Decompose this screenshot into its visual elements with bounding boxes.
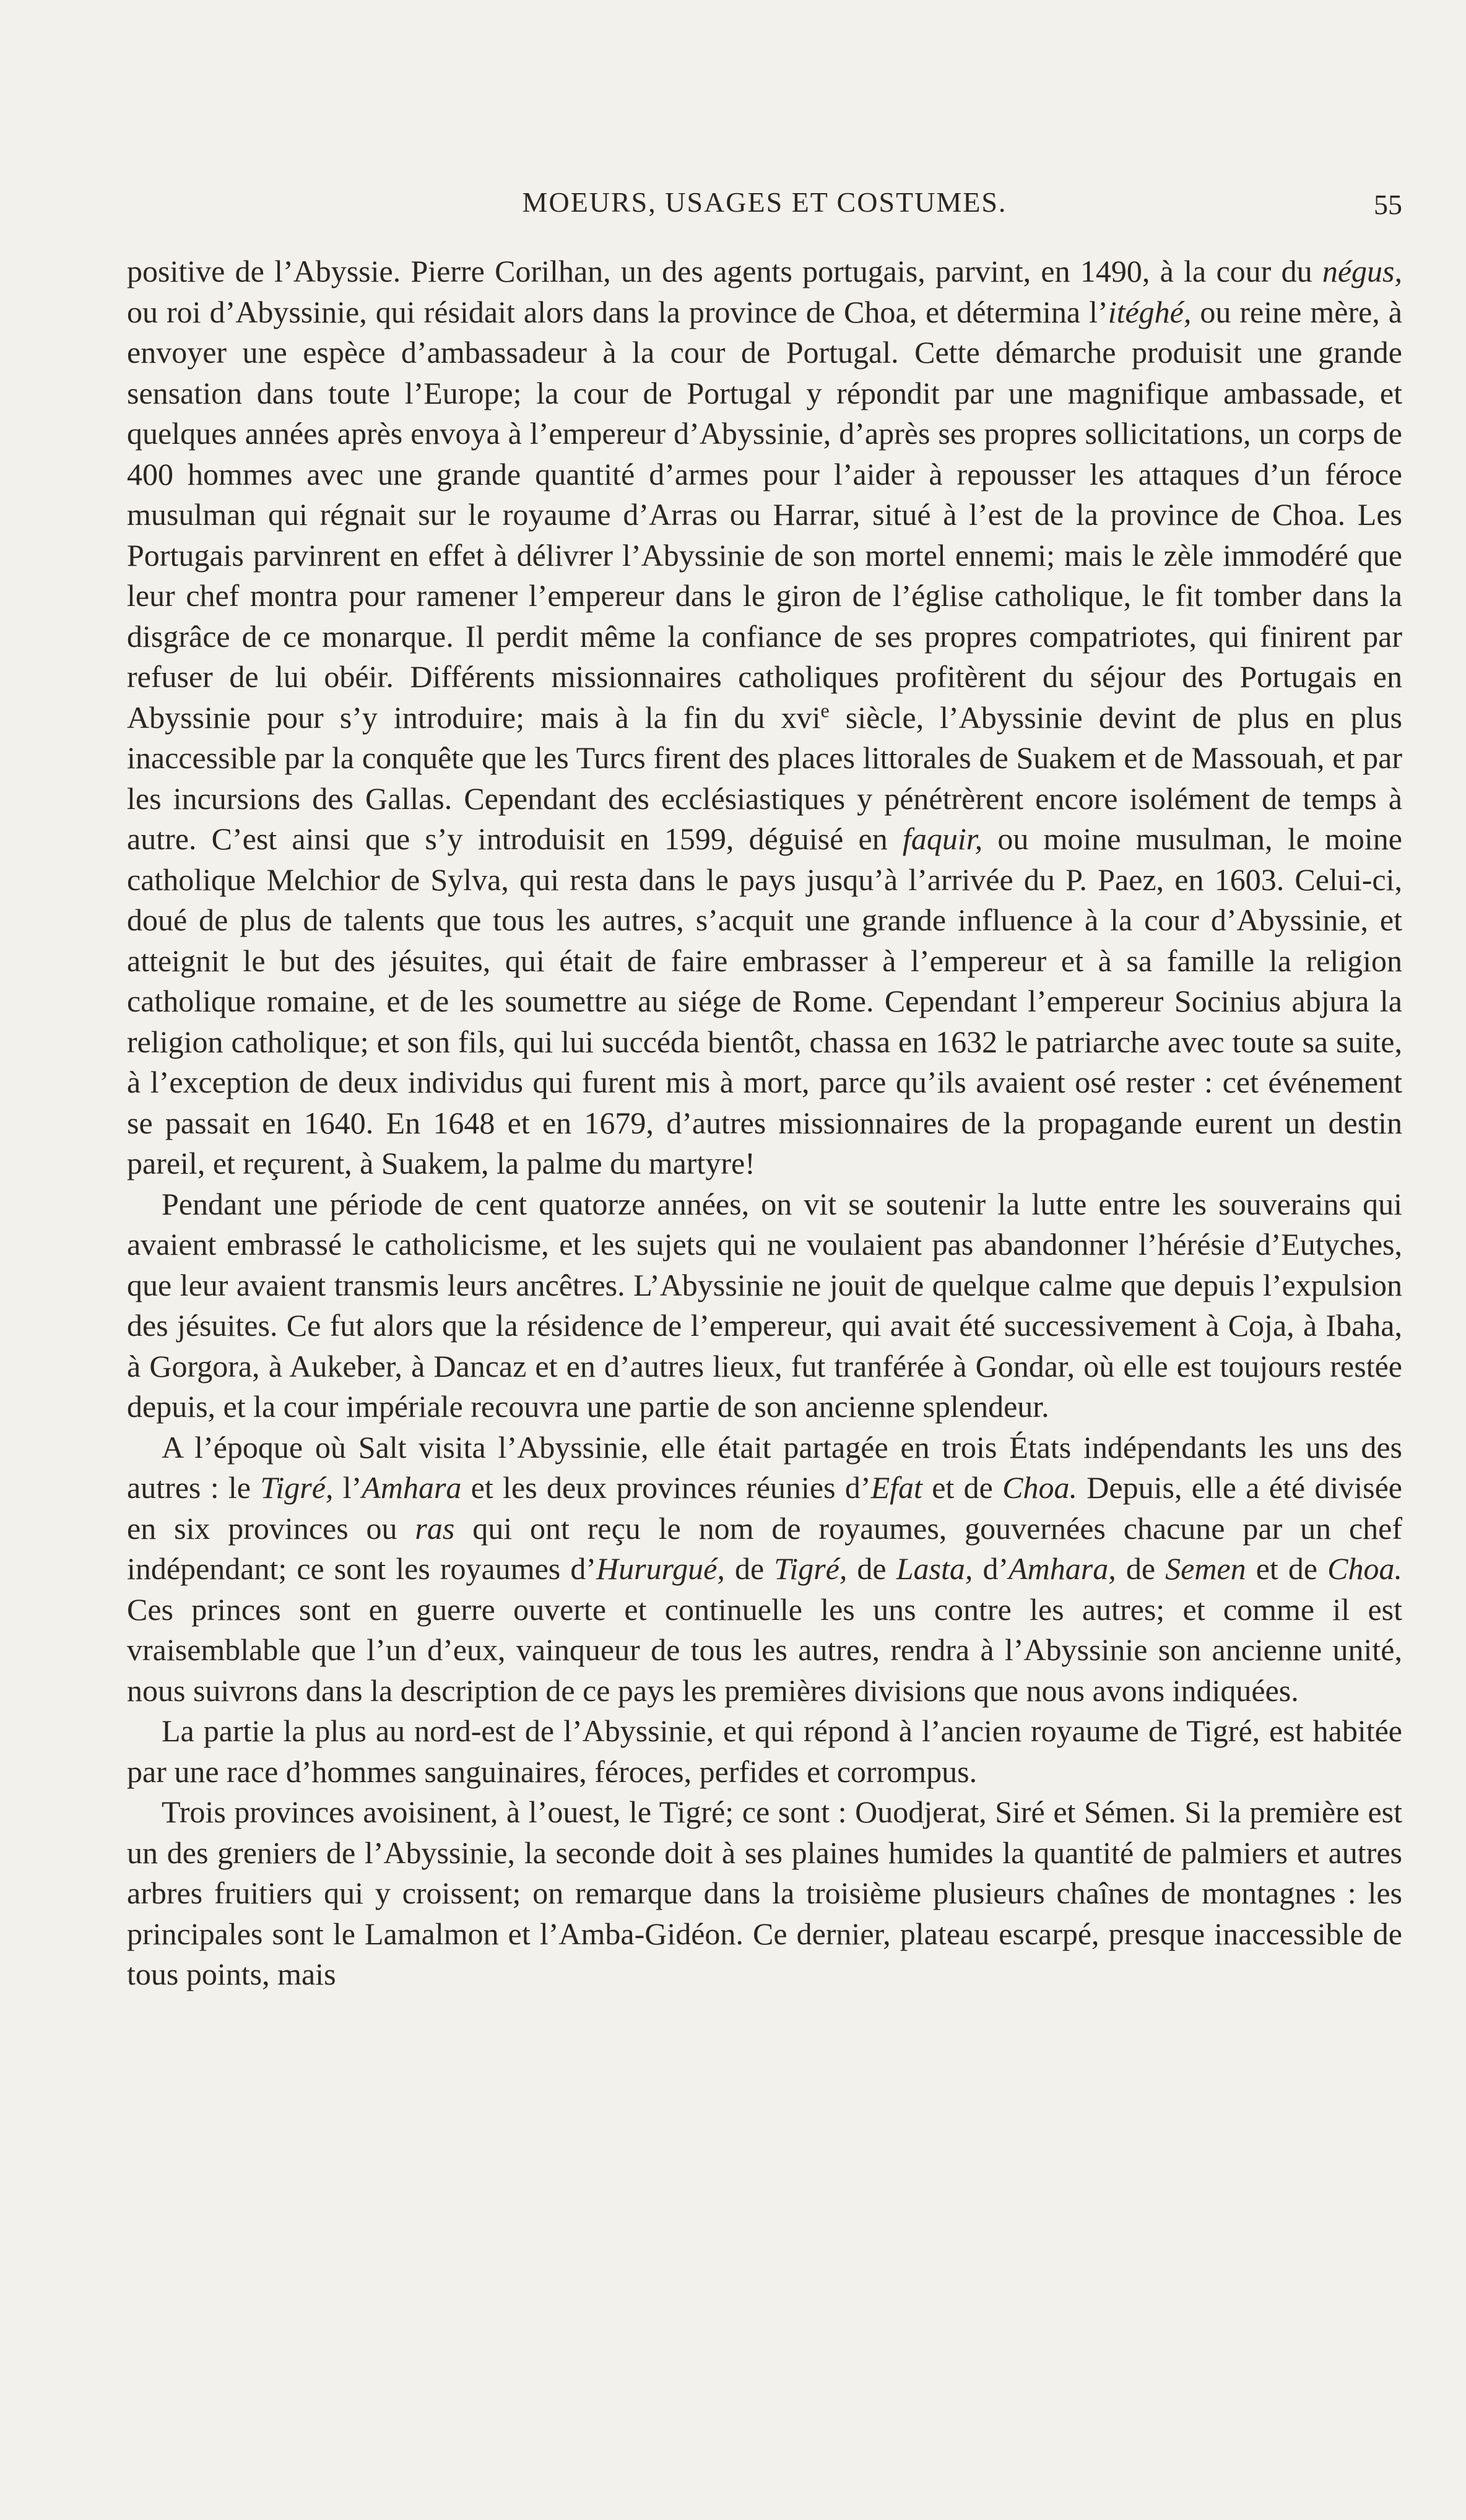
text-run: de [1116,1551,1166,1586]
italic-text: Tigré, [260,1470,334,1505]
text-run: ou reine mère, à envoyer une espèce d’ambassadeur à la cour de Portugal. Cette démarche produisit une grande sensation dans toute l’Europe; la cour de Portugal y répondit par une magnifique ambassade, et quelques années après envoya à l’empereur d’Abyssinie, d’après ses propres sollicitations, un corps de 400 hommes avec une grande quantité d’armes pour l’aider à repousser les attaques d’un féroce musulman qui régnait sur le royaume d’Arras ou Harrar, situé à l’est de la province de Choa. Les Portugais parvinrent en effet à délivrer l’Abyssinie de son mortel ennemi; mais le zèle immodéré que leur chef montra pour ramener l’empereur dans le giron de l’église catholique, le fit tomber dans la disgrâce de ce monarque. Il perdit même la confiance de ses propres compatriotes, qui finirent par refuser de lui obéir. Différents missionnaires catholiques profitèrent du séjour des Portugais en Abyssinie pour s’y introduire; mais à la fin du xvi [127,294,1403,735]
running-head [127,186,1402,229]
italic-text: Choa. [1002,1470,1077,1505]
paragraph [127,251,1402,1184]
text-run: de [847,1551,896,1586]
paragraph [127,1427,1402,1712]
text-run: Depuis, elle a été divisée en six provinces ou [127,1470,1402,1546]
italic-text: Semen [1165,1551,1246,1586]
paragraph [127,1184,1402,1427]
text-run: de [724,1551,774,1586]
text-run: l’ [333,1470,362,1505]
text-run: et de [1246,1551,1328,1586]
document-page [127,186,1402,1995]
italic-text: Hururgué, [596,1551,725,1586]
text-run: A l’époque où Salt visita l’Abyssinie, elle était partagée en trois États indépendants les uns des autres : le [127,1429,1402,1505]
running-title: MOEURS, USAGES ET COSTUMES. [522,186,1007,218]
text-run: ou moine musulman, le moine catholique Melchior de Sylva, qui resta dans le pays jusqu’à l’arrivée du P. Paez, en 1603. Celui-ci, doué de plus de talents que tous les autres, s’acquit une grande influence à la cour d’Abyssinie, et atteignit le but des jésuites, qui était de faire embrasser à l’empereur et à sa famille la religion catholique romaine, et de les soumettre au siége de Rome. Cependant l’empereur Socinius abjura la religion catholique; et son fils, qui lui succéda bientôt, chassa en 1632 le patriarche avec toute sa suite, à l’exception de deux individus qui furent mis à mort, parce qu’ils avaient osé rester : cet événement se passait en 1640. En 1648 et en 1679, d’autres missionnaires de la propagande eurent un destin pareil, et reçurent, à Suakem, la palme du martyre! [127,821,1402,1180]
italic-text: ras [415,1510,455,1546]
italic-text: itéghé, [1108,294,1192,329]
italic-text: Choa. [1327,1551,1403,1586]
text-run: d’ [973,1551,1009,1586]
text-run: La partie la plus au nord-est de l’Abyssinie, et qui répond à l’ancien royaume de Tigré, est habitée par une race d’hommes sanguinaires, féroces, perfides et corrompus. [127,1713,1402,1789]
text-run: qui ont reçu le nom de royaumes, gouvernées chacune par un chef indépendant; ce sont les royaumes d’ [127,1510,1402,1586]
italic-text: Lasta, [896,1551,973,1586]
page-number: 55 [1374,189,1402,220]
text-run: siècle, l’Abyssinie devint de plus en plus inaccessible par la conquête que les Turcs firent des places littorales de Suakem et de Massouah, et par les incursions des Gallas. Cependant des ecclésiastiques y pénétrèrent encore isolément de temps à autre. C’est ainsi que s’y introduisit en 1599, déguisé en [127,699,1403,856]
text-run: Ces princes sont en guerre ouverte et continuelle les uns contre les autres; et comme il est vraisemblable que l’un d’eux, vainqueur de tous les autres, rendra à l’Abyssinie son ancienne unité, nous suivrons dans la description de ce pays les premières divisions que nous avons indiquées. [127,1591,1402,1708]
superscript-text: e [820,698,830,721]
italic-text: négus, [1322,254,1402,288]
text-run: ou roi d’Abyssinie, qui résidait alors dans la province de Choa, et détermina l’ [127,294,1108,329]
text-run: positive de l’Abyssie. Pierre Corilhan, un des agents portugais, parvint, en 1490, à la cour du [127,254,1322,288]
paragraph [127,1711,1402,1792]
italic-text: Efat [870,1470,922,1505]
text-run: Pendant une période de cent quatorze années, on vit se soutenir la lutte entre les souverains qui avaient embrassé le catholicisme, et les sujets qui ne voulaient pas abandonner l’hérésie d’Eutyches, que leur avaient transmis leurs ancêtres. L’Abyssinie ne jouit de quelque calme que depuis l’expulsion des jésuites. Ce fut alors que la résidence de l’empereur, qui avait été successivement à Coja, à Ibaha, à Gorgora, à Aukeber, à Dancaz et en d’autres lieux, fut tranférée à Gondar, où elle est toujours restée depuis, et la cour impériale recouvra une partie de son ancienne splendeur. [127,1186,1402,1424]
italic-text: faquir, [902,821,983,856]
body-text [127,251,1402,1995]
text-run: Trois provinces avoisinent, à l’ouest, le Tigré; ce sont : Ouodjerat, Siré et Sémen. Si la première est un des greniers de l’Abyssinie, la seconde doit à ses plaines humides la quantité de palmiers et autres arbres fruitiers qui y croissent; on remarque dans la troisième plusieurs chaînes de montagnes : les principales sont le Lamalmon et l’Amba-Gidéon. Ce dernier, plateau escarpé, presque inaccessible de tous points, mais [127,1795,1402,1991]
text-run: et de [922,1470,1003,1505]
italic-text: Tigré, [774,1551,848,1586]
paragraph [127,1792,1402,1995]
italic-text: Amhara [362,1470,462,1505]
text-run: et les deux provinces réunies d’ [461,1470,871,1505]
italic-text: Amhara, [1008,1551,1116,1586]
